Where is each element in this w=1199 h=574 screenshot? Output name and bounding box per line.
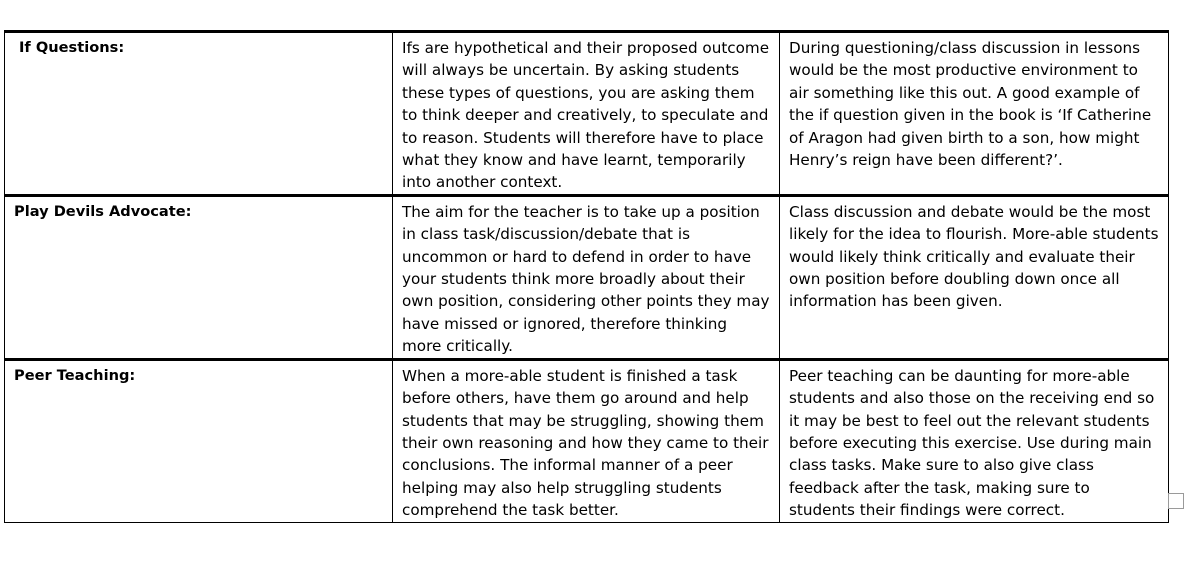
strategies-table	[4, 30, 1169, 523]
strategy-usage: Peer teaching can be daunting for more-able students and also those on the receiving end so it may be best to feel out the relevant students before executing this exercise. Use during main class tasks. Make sure to also give class feedback after the task, making sure to students their findings were correct.	[780, 359, 1169, 522]
strategy-description: When a more-able student is finished a task before others, have them go around and help students that may be struggling, showing them their own reasoning and how they came to their conclusions. The informal manner of a peer helping may also help struggling students comprehend the task better.	[393, 359, 780, 522]
strategy-label: Play Devils Advocate:	[5, 195, 393, 359]
table-row	[5, 195, 1169, 359]
table-resize-handle[interactable]	[1168, 493, 1184, 509]
strategy-usage: During questioning/class discussion in lessons would be the most productive environment to air something like this out. A good example of the if question given in the book is ‘If Catherine of Aragon had given birth to a son, how might Henry’s reign have been different?’.	[780, 32, 1169, 196]
table-row	[5, 32, 1169, 196]
strategy-usage: Class discussion and debate would be the most likely for the idea to flourish. More-able students would likely think critically and evaluate their own position before doubling down once all information has been given.	[780, 195, 1169, 359]
strategy-label: If Questions:	[5, 32, 393, 196]
strategy-label: Peer Teaching:	[5, 359, 393, 522]
strategy-description: The aim for the teacher is to take up a position in class task/discussion/debate that is uncommon or hard to defend in order to have your students think more broadly about their own position, considering other points they may have missed or ignored, therefore thinking more critically.	[393, 195, 780, 359]
strategy-description: Ifs are hypothetical and their proposed outcome will always be uncertain. By asking students these types of questions, you are asking them to think deeper and creatively, to speculate and to reason. Students will therefore have to place what they know and have learnt, temporarily into another context.	[393, 32, 780, 196]
table-row	[5, 359, 1169, 522]
